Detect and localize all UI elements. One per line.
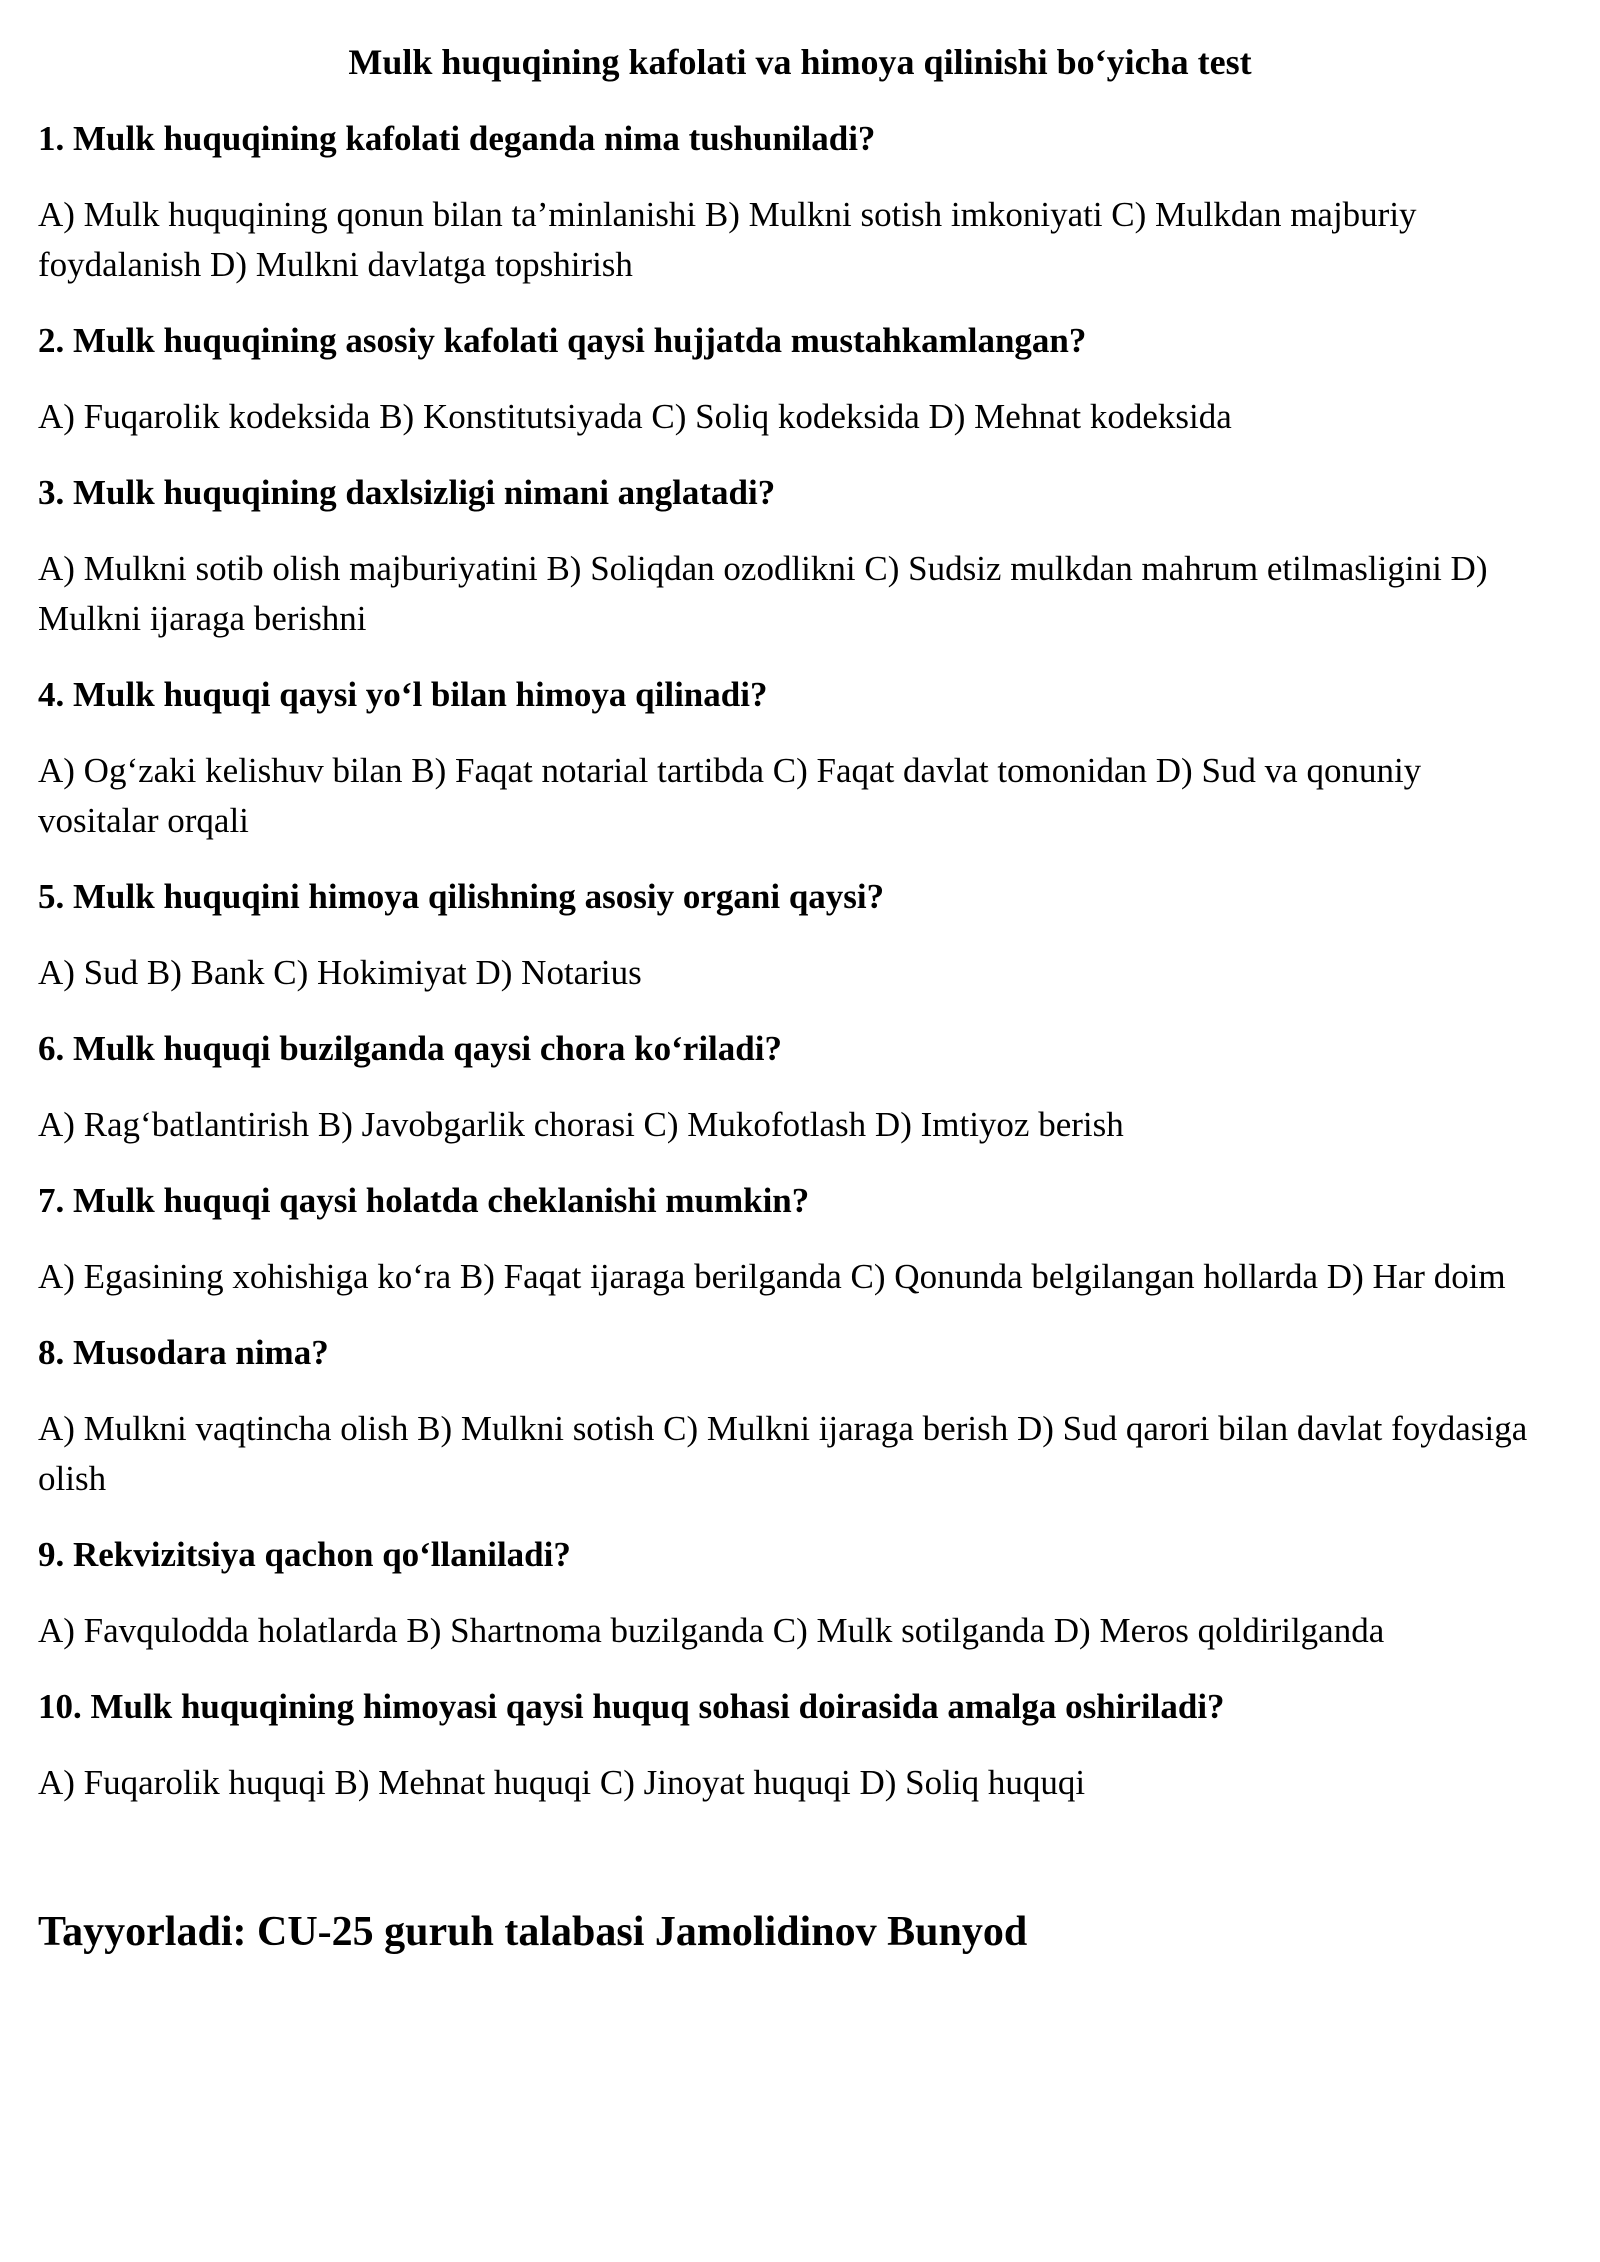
question-5: 5. Mulk huquqini himoya qilishning asosiy organi qaysi? bbox=[38, 877, 885, 916]
answers-5: A) Sud B) Bank C) Hokimiyat D) Notarius bbox=[38, 953, 642, 992]
question-4: 4. Mulk huquqi qaysi yo‘l bilan himoya qilinadi? bbox=[38, 675, 768, 714]
question-block-4 bbox=[38, 670, 1542, 846]
question-block-8 bbox=[38, 1328, 1542, 1504]
answers-10: A) Fuqarolik huquqi B) Mehnat huquqi C) Jinoyat huquqi D) Soliq huquqi bbox=[38, 1763, 1086, 1802]
question-block-1 bbox=[38, 114, 1542, 290]
question-block-6 bbox=[38, 1024, 1542, 1150]
question-6: 6. Mulk huquqi buzilganda qaysi chora ko‘riladi? bbox=[38, 1029, 782, 1068]
answers-6: A) Rag‘batlantirish B) Javobgarlik chorasi C) Mukofotlash D) Imtiyoz berish bbox=[38, 1105, 1124, 1144]
question-1: 1. Mulk huquqining kafolati deganda nima tushuniladi? bbox=[38, 119, 876, 158]
document-title: Mulk huquqining kafolati va himoya qilinishi bo‘yicha test bbox=[348, 42, 1252, 82]
question-block-3 bbox=[38, 468, 1542, 644]
question-7: 7. Mulk huquqi qaysi holatda cheklanishi mumkin? bbox=[38, 1181, 810, 1220]
question-block-5 bbox=[38, 872, 1542, 998]
answers-8: A) Mulkni vaqtincha olish B) Mulkni sotish C) Mulkni ijaraga berish D) Sud qarori bilan davlat foydasiga olish bbox=[38, 1409, 1528, 1498]
answers-2: A) Fuqarolik kodeksida B) Konstitutsiyada C) Soliq kodeksida D) Mehnat kodeksida bbox=[38, 397, 1232, 436]
question-10: 10. Mulk huquqining himoyasi qaysi huquq sohasi doirasida amalga oshiriladi? bbox=[38, 1687, 1225, 1726]
question-9: 9. Rekvizitsiya qachon qo‘llaniladi? bbox=[38, 1535, 571, 1574]
answers-7: A) Egasining xohishiga ko‘ra B) Faqat ijaraga berilganda C) Qonunda belgilangan hollarda D) Har doim bbox=[38, 1257, 1506, 1296]
question-8: 8. Musodara nima? bbox=[38, 1333, 329, 1372]
question-list bbox=[38, 114, 1542, 1808]
question-3: 3. Mulk huquqining daxlsizligi nimani anglatadi? bbox=[38, 473, 776, 512]
question-block-10 bbox=[38, 1682, 1542, 1808]
author-line: Tayyorladi: CU-25 guruh talabasi Jamolidinov Bunyod bbox=[38, 1909, 1028, 1955]
question-block-9 bbox=[38, 1530, 1542, 1656]
answers-1: A) Mulk huquqining qonun bilan ta’minlanishi B) Mulkni sotish imkoniyati C) Mulkdan majburiy foydalanish D) Mulkni davlatga topshirish bbox=[38, 195, 1417, 284]
question-block-2 bbox=[38, 316, 1542, 442]
answers-3: A) Mulkni sotib olish majburiyatini B) Soliqdan ozodlikni C) Sudsiz mulkdan mahrum etilmasligini D) Mulkni ijaraga berishni bbox=[38, 549, 1488, 638]
question-2: 2. Mulk huquqining asosiy kafolati qaysi hujjatda mustahkamlangan? bbox=[38, 321, 1087, 360]
question-block-7 bbox=[38, 1176, 1542, 1302]
answers-9: A) Favqulodda holatlarda B) Shartnoma buzilganda C) Mulk sotilganda D) Meros qoldirilganda bbox=[38, 1611, 1385, 1650]
answers-4: A) Og‘zaki kelishuv bilan B) Faqat notarial tartibda C) Faqat davlat tomonidan D) Sud va qonuniy vositalar orqali bbox=[38, 751, 1422, 840]
